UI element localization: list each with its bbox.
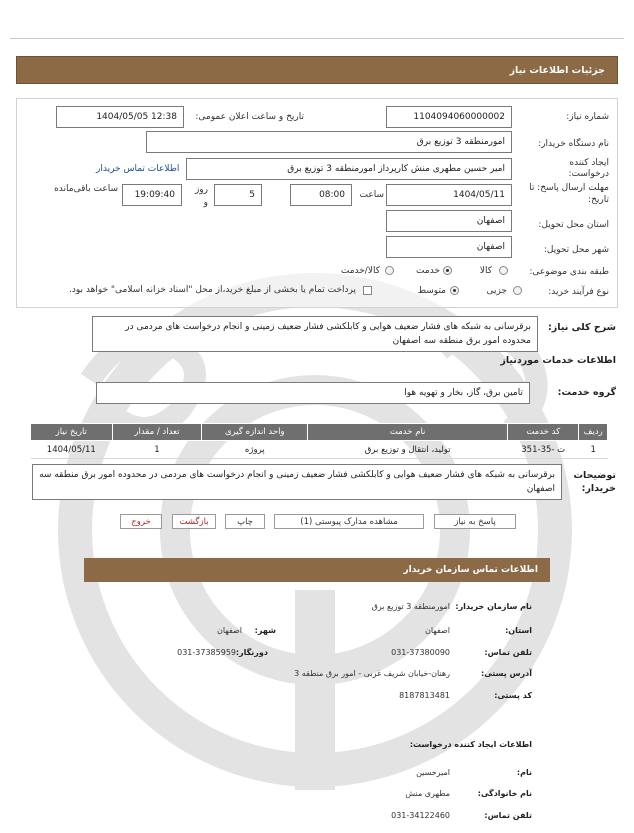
contact-province-value: اصفهان	[424, 626, 450, 635]
creator-family-value: مطهری منش	[405, 789, 450, 798]
cell-service-code: ت -35-351	[508, 441, 579, 459]
contact-phone-label: تلفن تماس:	[484, 648, 532, 657]
creator-family-label: نام خانوادگی:	[477, 789, 532, 798]
buyer-org-field: امورمنطقه 3 توزیع برق	[146, 131, 512, 153]
city-label: شهر محل تحویل:	[543, 245, 609, 255]
need-number-label: شماره نیاز:	[566, 112, 609, 122]
deadline-label-1: مهلت ارسال پاسخ: تا	[529, 183, 609, 193]
cell-quantity: 1	[112, 441, 202, 459]
services-title: اطلاعات خدمات موردنیاز	[500, 355, 616, 366]
buyer-description-box: برقرسانی به شبکه های فشار ضعیف هوایی و کابلکشی فشار ضعیف زمینی و انجام درخواست های مردمی در محدوده امور برق منطقه سه اصفهان	[32, 464, 562, 500]
remaining-label: ساعت باقی‌مانده	[54, 184, 118, 194]
col-service-code: کد خدمت	[508, 424, 579, 441]
view-attachments-button[interactable]: مشاهده مدارک پیوستی (1)	[274, 514, 424, 529]
province-field: اصفهان	[386, 210, 512, 232]
days-field: 5	[214, 184, 262, 206]
process-radio-medium[interactable]	[450, 286, 459, 295]
announce-label: تاریخ و ساعت اعلان عمومی:	[195, 112, 304, 122]
buyer-org-label: نام دستگاه خریدار:	[538, 139, 609, 149]
top-divider	[10, 38, 624, 39]
contact-city-value: اصفهان	[216, 626, 242, 635]
contact-org-label: نام سازمان خریدار:	[455, 602, 532, 611]
deadline-label-2: تاریخ:	[588, 195, 609, 205]
col-unit: واحد اندازه گیری	[202, 424, 308, 441]
buyer-contact-link[interactable]: اطلاعات تماس خریدار	[96, 164, 180, 174]
payment-checkbox[interactable]	[363, 286, 372, 295]
province-label: استان محل تحویل:	[538, 220, 609, 230]
process-option-minor: جزیی	[486, 286, 507, 296]
creator-field: امیر حسین مطهری منش کارپرداز امورمنطقه 3 توزیع برق	[186, 158, 512, 180]
category-label: طبقه بندی موضوعی:	[529, 267, 609, 277]
contact-address-label: آدرس پستی:	[481, 669, 532, 678]
table-row	[31, 441, 608, 459]
cell-service-name: تولید، انتقال و توزیع برق	[308, 441, 508, 459]
city-field: اصفهان	[386, 236, 512, 258]
contact-org-value: امورمنطقه 3 توزیع برق	[371, 602, 450, 611]
announce-field: 1404/05/05 12:38	[56, 106, 184, 128]
contact-city-label: شهر:	[254, 626, 276, 635]
contact-fax-label: دورنگار:	[235, 648, 268, 657]
back-button[interactable]: بازگشت	[172, 514, 216, 529]
page-header	[16, 56, 618, 84]
service-group-label: گروه خدمت:	[557, 387, 616, 398]
creator-name-value: امیرحسین	[416, 768, 450, 777]
days-label: روز	[194, 185, 208, 195]
process-label: نوع فرآیند خرید:	[548, 287, 609, 297]
payment-note: پرداخت تمام یا بخشی از مبلغ خرید،از محل "اسناد خزانه اسلامی" خواهد بود.	[68, 285, 356, 295]
contact-province-label: استان:	[505, 626, 532, 635]
category-radio-service[interactable]	[443, 266, 452, 275]
contact-fax-value: 031-37385959	[177, 648, 236, 657]
category-option-both: کالا/خدمت	[340, 266, 380, 276]
col-quantity: تعداد / مقدار	[112, 424, 202, 441]
creator-phone-label: تلفن تماس:	[484, 811, 532, 820]
contact-address-value: رهنان-خیابان شریف غربی - امور برق منطقه 3	[294, 669, 450, 678]
remaining-time-field: 19:09:40	[122, 184, 182, 206]
cell-unit: پروژه	[202, 441, 308, 459]
days-label-2: و	[203, 198, 208, 208]
cell-need-date: 1404/05/11	[31, 441, 113, 459]
exit-button[interactable]: خروج	[120, 514, 162, 529]
table-header-row	[31, 424, 608, 441]
deadline-date-field: 1404/05/11	[386, 184, 512, 206]
deadline-time-label: ساعت	[359, 190, 384, 200]
page-title: جزئیات اطلاعات نیاز	[509, 65, 605, 76]
category-radio-goods[interactable]	[499, 266, 508, 275]
need-number-field: 1104094060000002	[386, 106, 512, 128]
buyer-desc-label-2: خریدار:	[581, 483, 616, 494]
category-radio-both[interactable]	[385, 266, 394, 275]
creator-label-1: ایجاد کننده	[569, 158, 609, 168]
service-group-field: تامین برق، گاز، بخار و تهویه هوا	[96, 382, 530, 404]
reply-button[interactable]: پاسخ به نیاز	[434, 514, 516, 529]
col-need-date: تاریخ نیاز	[31, 424, 113, 441]
description-title: شرح کلی نیاز:	[547, 322, 616, 333]
contact-section-title: اطلاعات تماس سازمان خریدار	[403, 565, 538, 575]
creator-name-label: نام:	[516, 768, 532, 777]
process-option-medium: متوسط	[417, 286, 446, 296]
process-radio-minor[interactable]	[513, 286, 522, 295]
col-row: ردیف	[579, 424, 608, 441]
description-box: برقرسانی به شبکه های فشار ضعیف هوایی و کابلکشی فشار ضعیف زمینی و انجام درخواست های مردمی در محدوده امور برق منطقه سه اصفهان	[92, 316, 538, 352]
deadline-time-field: 08:00	[290, 184, 352, 206]
creator-info-title: اطلاعات ایجاد کننده درخواست:	[409, 740, 532, 749]
col-service-name: نام خدمت	[308, 424, 508, 441]
creator-label-2: درخواست:	[568, 169, 609, 179]
contact-phone-value: 031-37380090	[391, 648, 450, 657]
category-option-goods: کالا	[479, 266, 492, 276]
buyer-desc-label-1: توضیحات	[573, 470, 616, 481]
creator-phone-value: 031-34122460	[391, 811, 450, 820]
contact-postal-value: 8187813481	[399, 691, 450, 700]
contact-section-header	[84, 558, 550, 582]
cell-row: 1	[579, 441, 608, 459]
print-button[interactable]: چاپ	[225, 514, 265, 529]
category-option-service: خدمت	[416, 266, 440, 276]
contact-postal-label: کد پستی:	[494, 691, 532, 700]
services-table	[30, 423, 608, 459]
